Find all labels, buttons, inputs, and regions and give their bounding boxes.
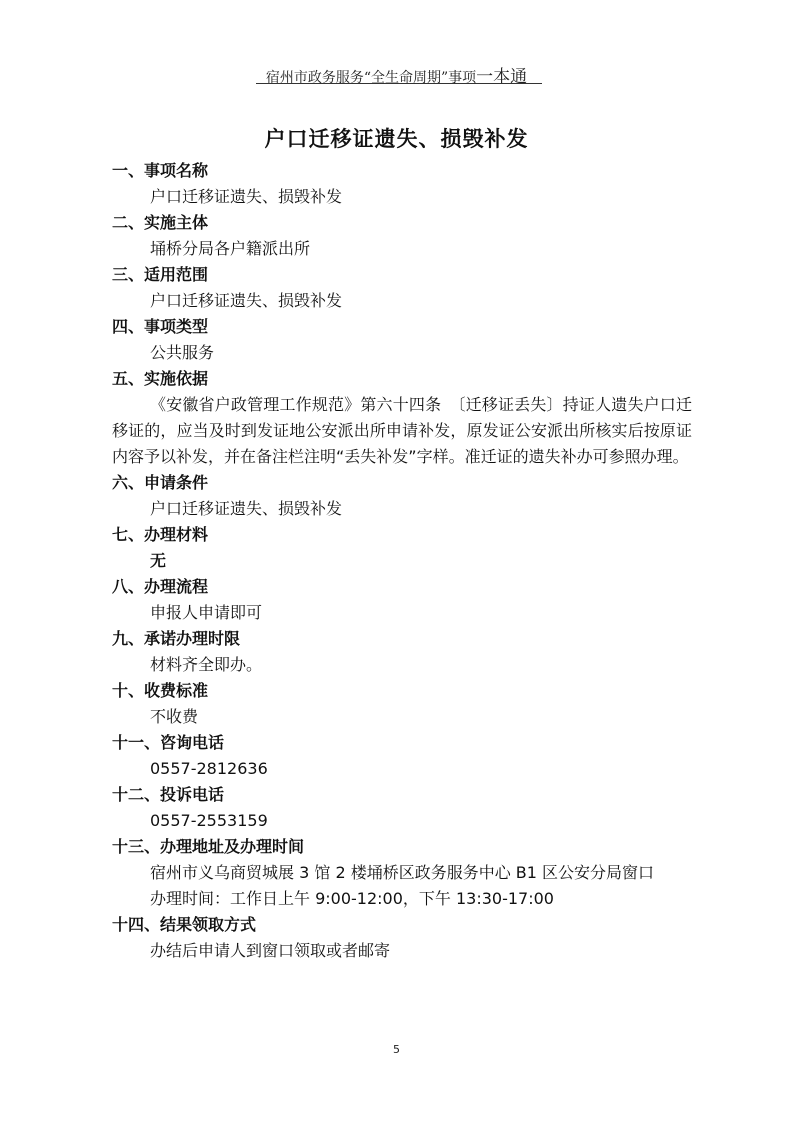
section-process xyxy=(112,574,692,626)
section-heading: 一、事项名称 xyxy=(112,161,209,180)
header-underline xyxy=(256,83,542,84)
section-body: 0557-2812636 xyxy=(150,759,268,778)
section-inquiry-phone xyxy=(112,730,692,782)
section-heading: 七、办理材料 xyxy=(112,525,209,544)
office-hours: 办理时间：工作日上午 9:00-12:00，下午 13:30-17:00 xyxy=(150,889,554,908)
section-heading: 十四、结果领取方式 xyxy=(112,915,257,934)
running-header-prefix: 宿州市政务服务“全生命周期”事项 xyxy=(265,70,477,86)
section-heading: 十、收费标准 xyxy=(112,681,209,700)
section-body: 户口迁移证遗失、损毁补发 xyxy=(150,187,343,206)
section-address-hours xyxy=(112,834,692,912)
section-materials xyxy=(112,522,692,574)
section-time-limit xyxy=(112,626,692,678)
section-body: 户口迁移证遗失、损毁补发 xyxy=(150,499,343,518)
document-title: 户口迁移证遗失、损毁补发 xyxy=(264,127,529,151)
section-heading: 九、承诺办理时限 xyxy=(112,629,241,648)
section-body: 申报人申请即可 xyxy=(150,603,263,622)
running-header-suffix: 一本通 xyxy=(476,67,528,87)
section-heading: 四、事项类型 xyxy=(112,317,209,336)
section-legal-basis xyxy=(112,366,692,470)
section-heading: 三、适用范围 xyxy=(112,265,209,284)
section-body: 《安徽省户政管理工作规范》第六十四条 〔迁移证丢失〕持证人遗失户口迁移证的，应当及时到发证地公安派出所申请补发，原发证公安派出所核实后按原证内容予以补发，并在备注栏注明“丢失补发”字样。准迁证的遗失补办可参照办理。 xyxy=(112,395,692,466)
section-heading: 六、申请条件 xyxy=(112,473,209,492)
section-heading: 二、实施主体 xyxy=(112,213,209,232)
section-body: 埇桥分局各户籍派出所 xyxy=(150,239,311,258)
section-heading: 八、办理流程 xyxy=(112,577,209,596)
section-heading: 五、实施依据 xyxy=(112,369,209,388)
section-item-name xyxy=(112,158,692,210)
section-body: 无 xyxy=(150,551,167,570)
section-fees xyxy=(112,678,692,730)
section-item-type xyxy=(112,314,692,366)
section-scope xyxy=(112,262,692,314)
section-conditions xyxy=(112,470,692,522)
section-heading: 十二、投诉电话 xyxy=(112,785,225,804)
section-heading: 十三、办理地址及办理时间 xyxy=(112,837,305,856)
section-body: 户口迁移证遗失、损毁补发 xyxy=(150,291,343,310)
section-body: 公共服务 xyxy=(150,343,215,362)
document-body xyxy=(112,158,692,964)
section-heading: 十一、咨询电话 xyxy=(112,733,225,752)
section-body: 不收费 xyxy=(150,707,199,726)
section-implementing-body xyxy=(112,210,692,262)
page-number: 5 xyxy=(393,1043,400,1056)
section-body: 材料齐全即办。 xyxy=(150,655,263,674)
section-body: 宿州市义乌商贸城展 3 馆 2 楼埇桥区政务服务中心 B1 区公安分局窗口 xyxy=(150,863,655,882)
section-complaint-phone xyxy=(112,782,692,834)
section-body: 办结后申请人到窗口领取或者邮寄 xyxy=(150,941,391,960)
section-result-delivery xyxy=(112,912,692,964)
section-body: 0557-2553159 xyxy=(150,811,268,830)
